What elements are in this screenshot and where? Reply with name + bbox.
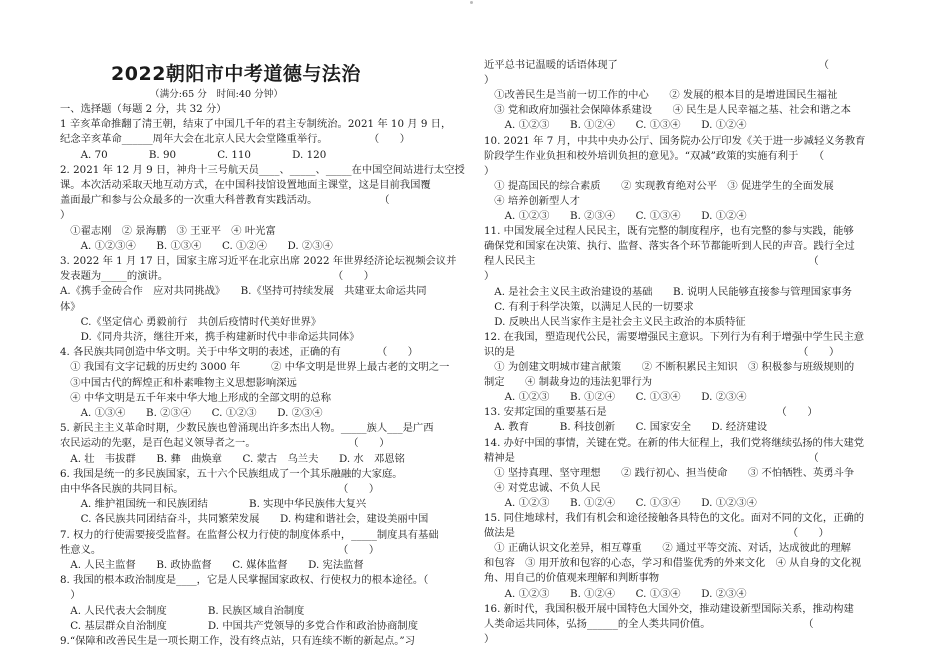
text-line: A. ①②③ B. ②③④ C. ①③④ D. ①②④ — [484, 210, 747, 222]
text-line: 识的是 （ ） — [484, 345, 840, 358]
text-line: ③中国古代的辉煌正和朴素唯物主义思想影响深远 — [60, 376, 297, 389]
text-line: ① 坚持真理、坚守理想 ② 践行初心、担当使命 ③ 不怕牺牲、英勇斗争 — [484, 466, 855, 479]
text-line: ） — [484, 74, 495, 87]
text-line: ） — [60, 589, 81, 602]
text-line: A. ①②③ B. ①②④ C. ①③④ D. ②③④ — [484, 391, 747, 404]
text-line: A. ①②③ B. ①②④ C. ①③④ D. ②③④ — [484, 587, 747, 600]
text-line: 由中华各民族的共同目标。 （ ） — [60, 483, 380, 495]
text-line: A. 70 B. 90 C. 110 D. 120 — [60, 148, 327, 161]
text-line: 农民运动的先驱，是百色起义领导者之一。 （ ） — [60, 437, 390, 450]
text-line: 11. 中国发展全过程人民民主，既有完整的制度程序，也有完整的参与实践，能够 — [484, 225, 854, 238]
text-line: 16. 新时代，我国积极开展中国特色大国外交，推动建设新型国际关系，推动构建 — [484, 602, 854, 615]
text-line: ① 提高国民的综合素质 ② 实现教育绝对公平 ③ 促进学生的全面发展 — [484, 179, 834, 192]
text-line: 一、选择题（每题 2 分，共 32 分） — [60, 103, 227, 115]
text-line: 阶段学生作业负担和校外培训负担的意见》。“双减”政策的实施有利于 （ — [484, 149, 825, 162]
text-line: A. 维护祖国统一和民族团结 B. 实现中华民族伟大复兴 — [60, 498, 367, 511]
text-line: 体》 — [60, 300, 81, 313]
text-line: ①改善民生是当前一切工作的中心 ② 发展的根本目的是增进国民生福祉 — [484, 89, 838, 102]
text-line: 纪念辛亥革命______周年大会在北京人民大会堂隆重举行。 （ ） — [60, 133, 411, 146]
text-line: ①翟志刚 ② 景海鹏 ③ 王亚平 ④ 叶光富 — [60, 224, 276, 237]
text-line: ） — [484, 164, 495, 177]
text-line: A. 是社会主义民主政治建设的基础 B. 说明人民能够直接参与管理国家事务 — [484, 285, 852, 298]
text-line: ① 正确认识文化差异，相互尊重 ② 通过平等交流、对话，达成彼此的理解 — [484, 542, 851, 555]
text-line: 14. 办好中国的事情，关键在党。在新的伟大征程上，我们党将继续弘扬的伟大建党 — [484, 436, 865, 449]
text-line: 6. 我国是统一的多民族国家，五十六个民族组成了一个其乐融融的大家庭。 — [60, 467, 403, 480]
text-line: A. 教育 B. 科技创新 C. 国家安全 D. 经济建设 — [484, 421, 768, 434]
exam-subtitle: （满分:65 分 时间:40 分钟） — [150, 89, 283, 100]
text-line: 5. 新民主主义革命时期，少数民族也曾涌现出许多杰出人物。_____族人___是广西 — [60, 422, 434, 435]
text-line: A. 人民主监督 B. 政协监督 C. 媒体监督 D. 宪法监督 — [60, 559, 364, 571]
text-line: A.《携手金砖合作 应对共同挑战》 B.《坚持可持续发展 共建亚太命运共同 — [60, 285, 427, 298]
text-line: 制定 ④ 制裁身边的违法犯罪行为 — [484, 376, 653, 389]
text-line: 课。本次活动采取天地互动方式，在中国科技馆设置地面主课堂，这是目前我国覆 — [60, 179, 431, 191]
text-line: ④ 对党忠诚、不负人民 — [484, 481, 601, 494]
text-line: 盖面最广和参与公众最多的一次重大科普教育实践活动。 （ — [60, 194, 390, 207]
text-line: 4. 各民族共同创造中华文明。关于中华文明的表述，正确的有 （ ） — [60, 346, 419, 359]
text-line: ④ 培养创新型人才 — [484, 194, 580, 207]
text-line: D. 反映出人民当家作主是社会主义民主政治的本质特征 — [484, 315, 746, 328]
text-line: ） — [484, 632, 495, 645]
text-line: A. ①②③④ B. ①③④ C. ①②④ D. ②③④ — [60, 239, 333, 252]
text-line: 12. 在我国，塑造现代公民，需要增强民主意识。下列行为有利于增强中学生民主意 — [484, 330, 865, 343]
text-line: 精神是 （ — [484, 451, 819, 464]
text-line: C. 有利于科学决策，以满足人民的一切要求 — [484, 300, 694, 313]
text-line: ） — [60, 209, 71, 222]
text-line: A. ①③④ B. ②③④ C. ①②③ D. ②③④ — [60, 407, 323, 419]
scan-speck — [470, 1, 473, 4]
text-line: 7. 权力的行使需要接受监督。在监督公权力行使的制度体系中，_____制度具有基础 — [60, 528, 439, 541]
text-line: ① 我国有文字记载的历史约 3000 年 ② 中华文明是世界上最古老的文明之一 — [60, 361, 450, 374]
text-line: 9.“保障和改善民生是一项长期工作，没有终点站，只有连续不断的新起点。”习 — [60, 635, 415, 647]
text-line: 10. 2021 年 7 月，中共中央办公厅、国务院办公厅印发《关于进一步减轻义务教育 — [484, 134, 866, 147]
text-line: 确保党和国家在决策、执行、监督、落实各个环节都能听到人民的声音。践行全过 — [484, 240, 855, 253]
text-line: ④ 中华文明是五千年来中华大地上形成的全部文明的总称 — [60, 391, 331, 404]
text-line: A. 人民代表大会制度 B. 民族区域自治制度 — [60, 604, 305, 617]
text-line: 程人民民主 （ — [484, 255, 819, 268]
text-line: 3. 2022 年 1 月 17 日，国家主席习近平在北京出席 2022 年世界经济论坛视频会议并 — [60, 255, 457, 267]
text-line: 性意义。 （ ） — [60, 543, 380, 556]
text-line: C. 各民族共同团结奋斗，共同繁荣发展 D. 构建和谐社会，建设美丽中国 — [60, 513, 429, 526]
text-line: D.《同舟共济，继往开来，携手构建新时代中非命运共同体》 — [60, 331, 360, 343]
text-line: 2. 2021 年 12 月 9 日，神舟十三号航天员____、_____、_____在中国空间站进行太空授 — [60, 163, 465, 176]
text-line: 角、用自己的价值观来理解和判断事物 — [484, 572, 660, 585]
exam-title: 2022朝阳市中考道德与法治 — [111, 63, 361, 85]
text-line: C.《坚定信心 勇毅前行 共创后疫情时代美好世界》 — [60, 315, 322, 328]
text-line: 8. 我国的根本政治制度是____，它是人民掌握国家政权、行使权力的根本途径。（ — [60, 574, 429, 587]
text-line: ① 为创建文明城市建言献策 ② 不断积累民主知识 ③ 积极参与班级规则的 — [484, 361, 855, 373]
text-line: 近平总书记温暖的话语体现了 （ — [484, 59, 829, 71]
text-line: A. ①②③ B. ①②④ C. ①③④ D. ①②④ — [484, 119, 747, 132]
text-line: 13. 安邦定国的重要基石是 （ ） — [484, 406, 818, 419]
text-line: C. 基层群众自治制度 D. 中国共产党领导的多党合作和政治协商制度 — [60, 619, 418, 632]
text-line: 和包容 ③ 用开放和包容的心态，学习和借鉴优秀的外来文化 ④ 从自身的文化视 — [484, 557, 862, 570]
text-line: 15. 同住地球村，我们有机会和途径接触各具特色的文化。面对不同的文化，正确的 — [484, 512, 865, 524]
text-line: 发表题为_____的演讲。 （ ） — [60, 270, 375, 283]
text-line: 人类命运共同体，弘扬______的全人类共同价值。 （ — [484, 617, 814, 630]
text-line: ） — [484, 270, 495, 283]
text-line: ③ 党和政府加强社会保障体系建设 ④ 民生是人民幸福之基、社会和谐之本 — [484, 104, 851, 117]
text-line: 1 辛亥革命推翻了清王朝，结束了中国几千年的君主专制统治。2021 年 10 月 9 日， — [60, 118, 452, 131]
text-line: 做法是 （ ） — [484, 527, 829, 540]
text-line: A. 壮 韦拔群 B. 彝 曲焕章 C. 蒙古 乌兰夫 D. 水 邓恩铭 — [60, 452, 405, 465]
text-line: A. ①②③ B. ①②④ C. ①③④ D. ①②③④ — [484, 496, 757, 509]
